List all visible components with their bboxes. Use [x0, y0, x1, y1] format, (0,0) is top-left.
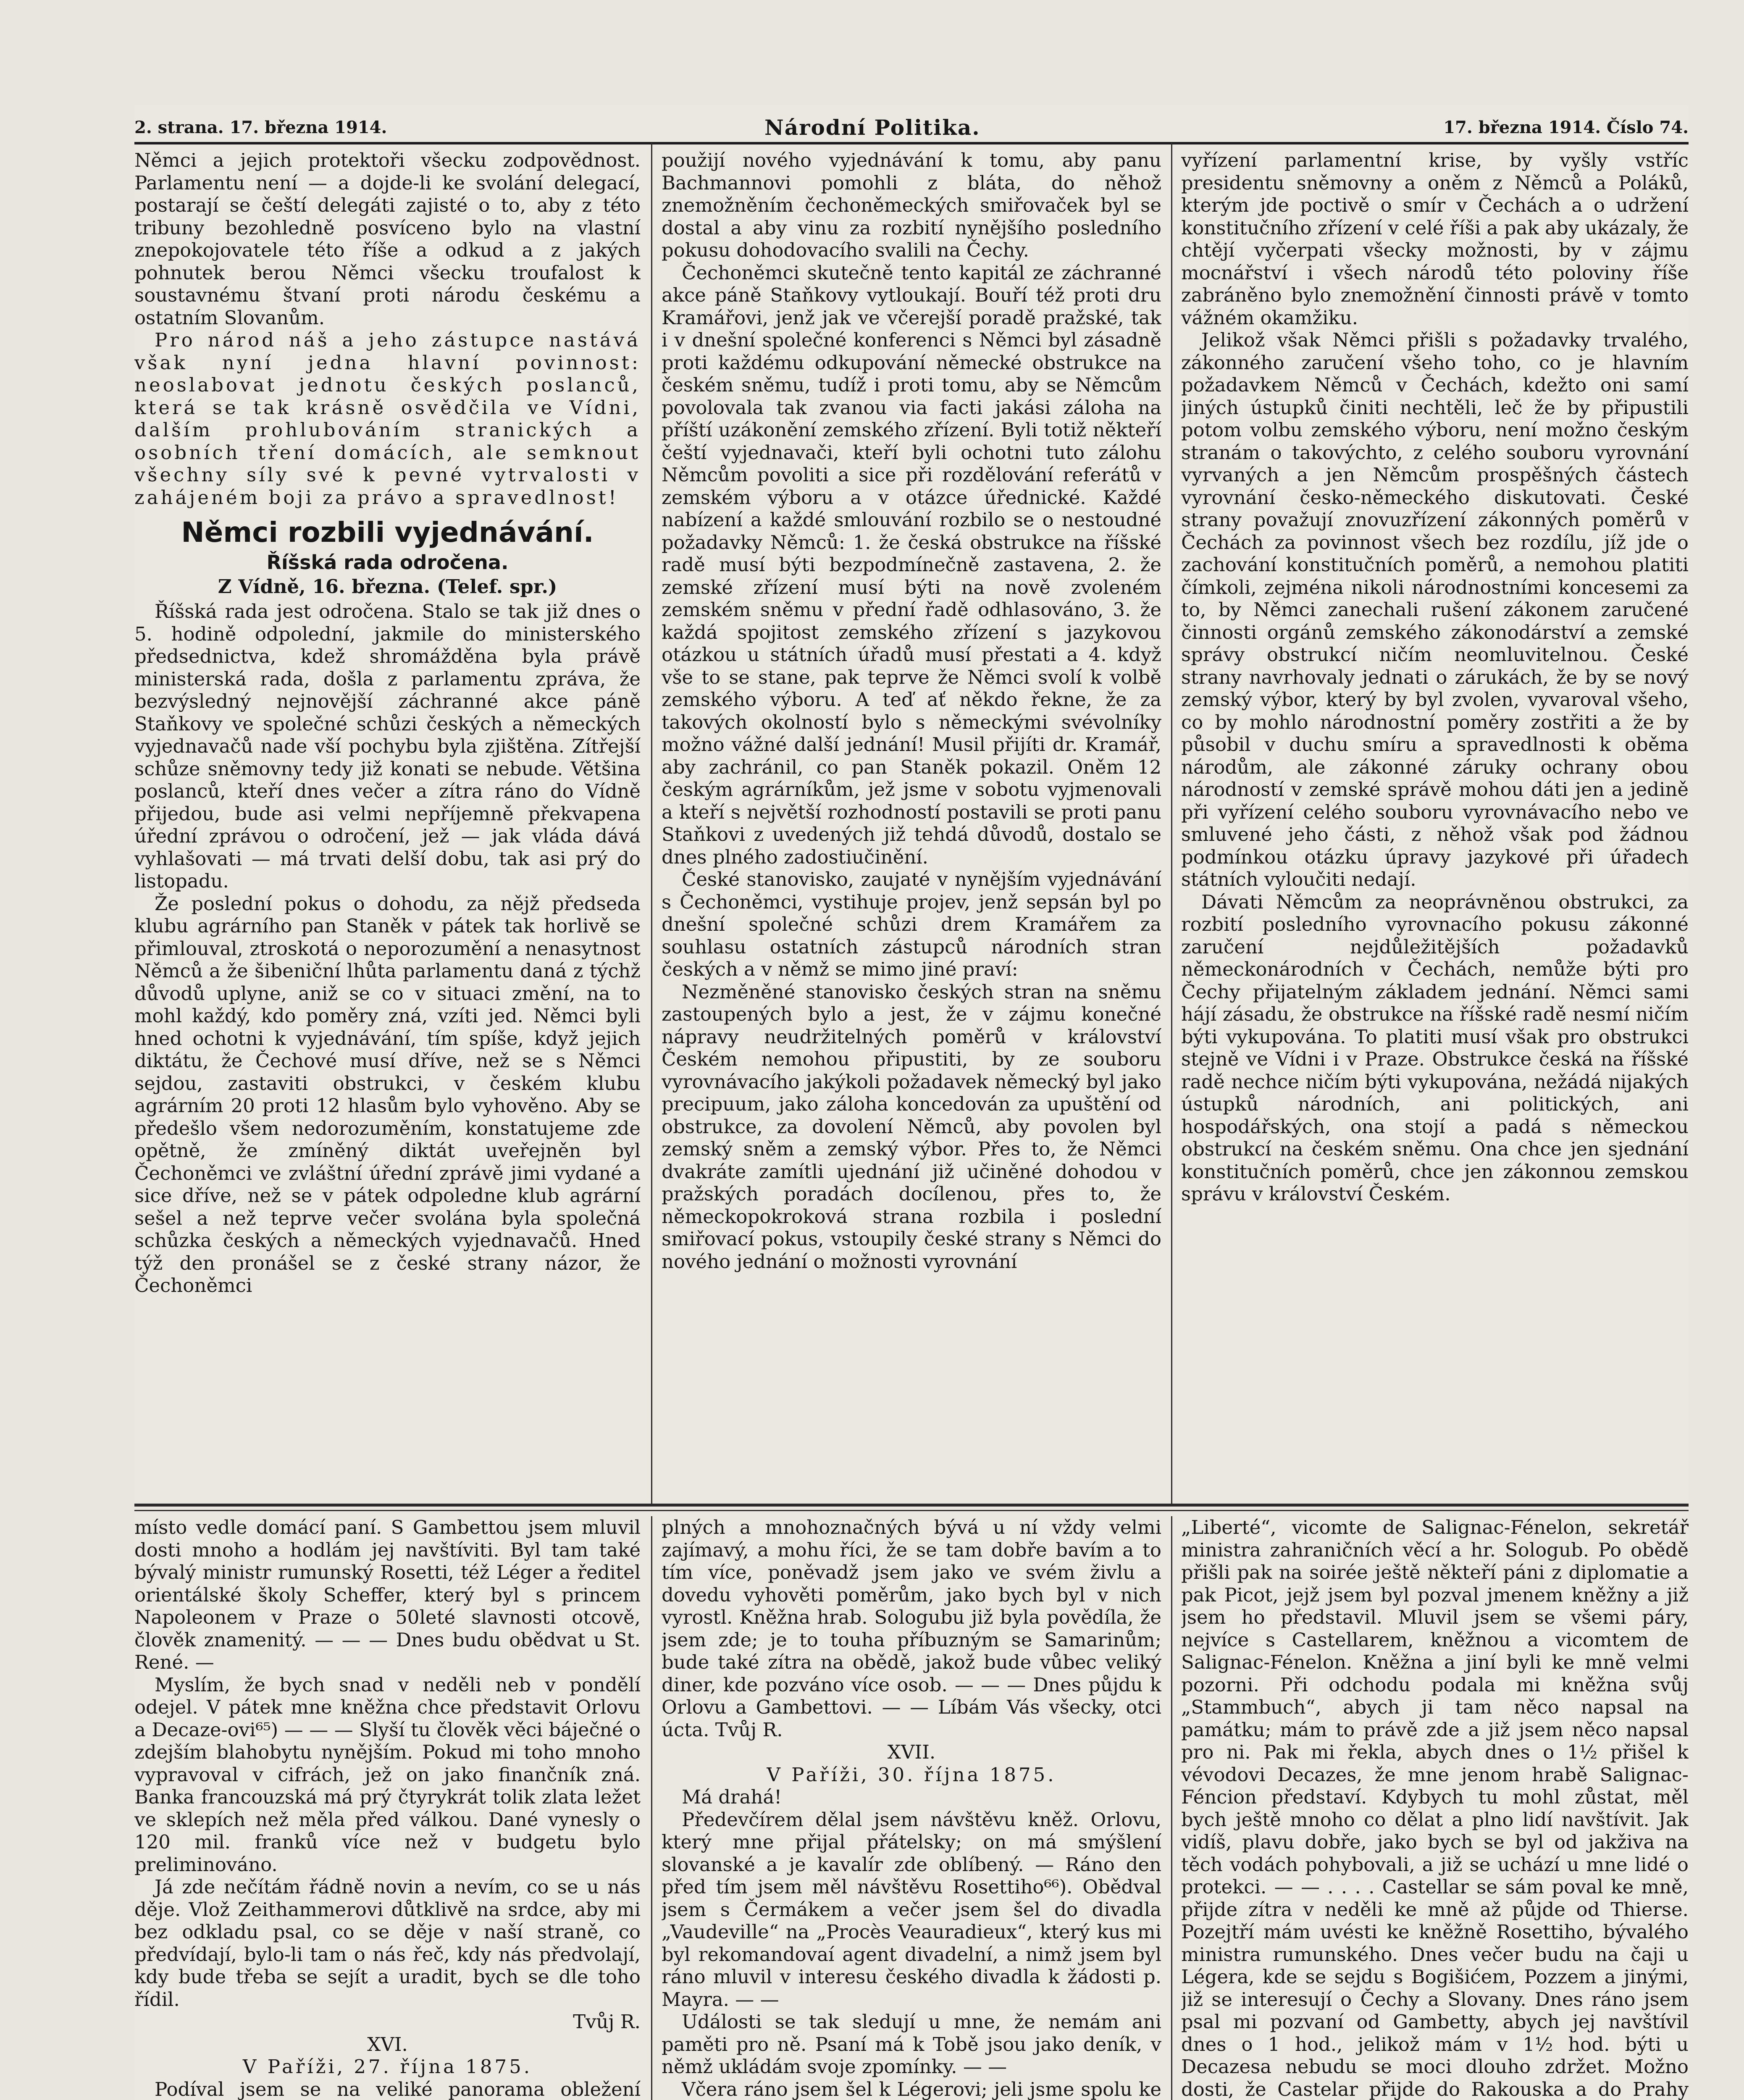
letter-number: XVII.: [887, 1741, 936, 1763]
header-rule: [134, 142, 1689, 144]
article-paragraph: použijí nového vyjednávání k tomu, aby panu Bachmannovi pomohli z bláta, do něhož znemožněním čechoněmeckých smiřovaček byl se dostal a aby vinu za rozbití nynějšího posledního pokusu dohodovacího svalili na Čechy.: [662, 149, 1161, 261]
headline: Němci rozbili vyjednávání.: [181, 516, 594, 549]
masthead: Národní Politika.: [764, 115, 980, 140]
article-paragraph: Že poslední pokus o dohodu, za nějž předseda klubu agrárního pan Staněk v pátek tak horlivě se přimlouval, ztroskotá o neporozumění a nenasytnost Němců a že šibeniční lhůta parlamentu daná z týchž důvodů uplyne, aniž se co v situaci změní, na to mohl každý, kdo poměry zná, vzíti jed. Němci byli hned ochotni k vyjednávání, tím spíše, když jejich diktátu, že Čechové musí dříve, než se s Němci sejdou, zastaviti obstrukci, v českém klubu agrárním 20 proti 12 hlasům bylo vyhověno. Aby se předešlo všem nedorozuměním, konstatujeme zde opětně, že zmíněný diktát uveřejněn byl Čechoněmci ve zvláštní úřední zprávě jimi vydané a sice dříve, než se v pátek odpoledne klub agrární sešel a než teprve večer svolána byla společná schůzka českých a německých vyjednavačů. Hned týž den pronášel se z české strany názor, že Čechoněmci: [134, 892, 641, 1297]
header-left: 2. strana. 17. března 1914.: [134, 118, 387, 137]
dateline: Z Vídně, 16. března. (Telef. spr.): [218, 575, 557, 598]
feuilleton-paragraph: plných a mnohoznačných bývá u ní vždy velmi zajímavý, a mohu říci, že se tam dobře bavím a to tím více, poněvadž jsem jako ve svém živlu a dovedu vyhověti poměrům, jako bych byl v nich vyrostl. Kněžna hrab. Sologubu již byla povědíla, že jsem zde; je to touha příbuzným se Samarinům; bude také zítra na obědě, jakož bude vůbec veliký diner, kde pozváno více osob. — — — Dnes půjdu k Orlovu a Gambettovi. — — Líbám Vás všecky, otci úcta. Tvůj R.: [662, 1516, 1161, 1741]
article-paragraph-emphasis: Pro národ náš a jeho zástupce nastává však nyní jedna hlavní povinnost: neoslabovat jednotu českých poslanců, která se tak krásně osvědčila ve Vídni, dalším prohlubováním stranických a osobních tření domácích, ale semknout všechny síly své k pevné vytrvalosti v zahájeném boji za právo a spravedlnost!: [134, 329, 641, 509]
column-divider: [651, 143, 652, 1504]
feuilleton-paragraph: Podíval jsem se na veliké panorama obležení: [155, 2078, 641, 2100]
article-column-3: [1181, 149, 1689, 1499]
feuilleton-paragraph: Včera ráno jsem šel k Légerovi; jeli jsme spolu ke: [682, 2078, 1161, 2100]
subheadline: Říšská rada odročena.: [266, 551, 509, 574]
article-paragraph: Jelikož však Němci přišli s požadavky trvalého, zákonného zaručení všeho toho, co je hlavním požadavkem Němců v Čechách, kdežto oni samí jiných ústupků činiti nechtěli, leč že by připustili potom volbu zemského výboru, není možno českým stranám o takovýchto, z celého souboru vyrovnání vyrvaných a jen Němcům prospěšných částech vyrovnání česko-německého diskutovati. České strany považují znovuzřízení zákonných poměrů v Čechách za povinnost všech bez rozdílu, jíž jde o zachování konstitučních poměrů, a nemohou platiti čímkoli, zejména nikoli národnostními koncesemi za to, by Němci zanechali rušení zákonem zaručené činnosti orgánů zemského zákonodárství a zemské správy obstrukcí ničím neomluvitelnou. České strany navrhovaly jednati o zárukách, že by se nový zemský výbor, který by byl zvolen, vyvaroval všeho, co by mohlo národnostní poměry zostřiti a že by působil v duchu smíru a spravedlnosti k oběma národům, ale zákonné záruky ochrany obou národností v zemské správě mohou dáti jen a jedině při vyřízení celého souboru vyrovnávacího nebo ve smluvené jeho části, z něhož však pod žádnou podmínkou otázku úpravy jazykové při úřadech státních vyloučiti nedají.: [1181, 329, 1689, 890]
letter-date: V Paříži, 27. října 1875.: [242, 2055, 533, 2078]
article-paragraph: České stanovisko, zaujaté v nynějším vyjednávání s Čechoněmci, vystihuje projev, jenž sepsán byl po dnešní společné schůzi drem Kramářem za souhlasu ostatních zástupců národních stran českých a v němž se mimo jiné praví:: [662, 868, 1161, 980]
feuilleton-paragraph: Myslím, že bych snad v neděli neb v pondělí odejel. V pátek mne kněžna chce představit Orlovu a Decaze-ovi⁶⁵) — — — Slyší tu člověk věci báječné o zdejším blahobytu nynějším. Pokud mi toho mnoho vypravoval v cifrách, jež on jako finančník zná. Banka francouzská má prý čtyrykrát tolik zlata ležet ve sklepích než měla před válkou. Dané vynesly o 120 mil. franků více než v budgetu bylo preliminováno.: [134, 1673, 641, 1876]
letter-salutation: Má drahá!: [682, 1786, 782, 1808]
column-divider: [1171, 143, 1172, 1504]
feuilleton-paragraph: „Liberté“, vicomte de Salignac-Fénelon, sekretář ministra zahraničních věcí a hr. Sologub. Po obědě přišli pak na soirée ještě někteří páni z diplomatie a pak Picot, jejž jsem byl pozval jmenem kněžny a již jsem ho představil. Mluvil jsem se všemi páry, nejvíce s Castellarem, kněžnou a vicomtem de Salignac-Fénelon. Kněžna a jiní byli ke mně velmi pozorni. Při odchodu podala mi kněžna svůj „Stammbuch“, abych ji tam něco napsal na památku; mám to právě zde a již jsem něco napsal pro ni. Pak mi řekla, abych dnes o 1½ přišel k vévodovi Decazes, že mne jenom hrabě Salignac-Féncion představí. Kdybych tu mohl zůstat, měl bych ještě mnoho co dělat a plno lidí navštívit. Jak vidíš, plavu dobře, jako bych se byl od jakživa na těch vodách pohybovali, a již se uchází u mne lidé o protekci. — — . . . . Castellar se sám poval ke mně, přijde zítra v neděli ke mně až půjde od Thierse. Pozejtří mám uvésti ke kněžně Rosettiho, bývalého ministra rumunského. Dnes večer budu na čaji u Légera, kde se sejdu s Bogišićem, Pozzem a jinými, již se interesují o Čechy a Slovany. Dnes ráno jsem psal mi pozvaní od Gambetty, abych jej navštívil dnes o 1 hod., jelikož mám v 1½ hod. býti u Decazesa nebudu se moci dlouho zdržet. Možno dosti, že Castelar přijde do Rakouska a do Prahy: [1181, 1516, 1689, 2100]
feuilleton-paragraph: Já zde nečítám řádně novin a nevím, co se u nás děje. Vlož Zeithammerovi důtklivě na srdce, aby mi bez odkladu psal, co se děje v naší straně, co předvídají, bylo-li tam o nás řeč, kdy nás předvolají, kdy bude třeba se sejít a uradit, bych se dle toho řídil.: [134, 1876, 641, 2011]
feuilleton-rule: [134, 1504, 1689, 1507]
page-header: [134, 105, 1689, 143]
feuilleton-column-3: [1181, 1516, 1689, 2100]
header-right: 17. března 1914. Číslo 74.: [1443, 118, 1689, 137]
letter-signature: Tvůj R.: [573, 2011, 641, 2033]
feuilleton-column-1: [134, 1516, 641, 2100]
letter-number: XVI.: [367, 2033, 408, 2055]
article-paragraph: Dávati Němcům za neoprávněnou obstrukci, za rozbití posledního vyrovnacího pokusu zákonné zaručení nejdůležitějších požadavků německonárodních v Čechách, nemůže býti pro Čechy přijatelným základem jednání. Němci sami hájí zásadu, že obstrukce na říšské radě nesmí ničím býti vykupována. To platiti musí však pro obstrukci stejně ve Vídni i v Praze. Obstrukce česká na říšské radě nechce ničím býti vykupována, nežádá nijakých ústupků národních, ani politických, ani hospodářských, ona stojí a padá s německou obstrukcí na českém sněmu. Ona chce jen sjednání konstitučních poměrů, chce jen zákonnou zemskou správu v království Českém.: [1181, 890, 1689, 1205]
article-column-1: [134, 149, 641, 1499]
article-paragraph: Říšská rada jest odročena. Stalo se tak již dnes o 5. hodině odpolední, jakmile do ministerského předsednictva, kdež shromážděna byla právě ministerská rada, došla z parlamentu zpráva, že bezvýsledný nejnovější záchranné akce páně Staňkovy ve společné schůzi českých a německých vyjednavačů nade vší pochybu byla zjištěna. Zítřejší schůze sněmovny tedy již konati se nebude. Většina poslanců, kteří dnes večer a zítra ráno do Vídně přijedou, bude asi velmi nepříjemně překvapena úřední zprávou o odročení, jež — jak vláda dává vyhlašovati — má trvati delší dobu, tak asi prý do listopadu.: [134, 600, 641, 892]
letter-date: V Paříži, 30. října 1875.: [767, 1763, 1056, 1786]
article-paragraph: Němci a jejich protektoři všecku zodpovědnost. Parlamentu není — a dojde-li ke svolání delegací, postarají se čeští delegáti zajisté o to, aby z této tribuny bezohledně posvíceno bylo na vlastní znepokojovatele této říše a odkud a z jakých pohnutek berou Němci všecku troufalost k soustavnému štvaní proti národu českému a ostatním Slovanům.: [134, 149, 641, 329]
feuilleton-paragraph: Události se tak sledují u mne, že nemám ani paměti pro ně. Psaní má k Tobě jsou jako deník, v němž ukládám svoje zpomínky. — —: [662, 2011, 1161, 2078]
column-divider: [651, 1516, 652, 2100]
article-paragraph: vyřízení parlamentní krise, by vyšly vstříc presidentu sněmovny a oněm z Němců a Poláků, kterým jde poctivě o smír v Čechách a o udržení konstitučního zřízení v celé říši a pak aby ukázaly, že chtějí vyčerpati všecky možnosti, by v zájmu mocnářství i všech národů této poloviny říše zabráněno bylo znemožnění činnosti právě v tomto vážném okamžiku.: [1181, 149, 1689, 329]
column-divider: [1171, 1516, 1172, 2100]
newspaper-page: [134, 105, 1689, 2100]
article-paragraph: Nezměněné stanovisko českých stran na sněmu zastoupených bylo a jest, že v zájmu konečné nápravy neudržitelných poměrů v království Českém nemohou připustiti, by ze souboru vyrovnávacího jakýkoli požadavek německý byl jako precipuum, jako záloha koncedován za upuštění od obstrukce, za dovolení Němců, aby povolen byl zemský sněm a zemský výbor. Přes to, že Němci dvakráte zamítli ujednání již učiněné dohodou v pražských poradách docílenou, přes to, že německopokroková strana rozbila i poslední smiřovací pokus, vstoupily české strany s Němci do nového jednání o možnosti vyrovnání: [662, 980, 1161, 1273]
feuilleton-rule-thin: [134, 1510, 1689, 1511]
feuilleton-paragraph: Předevčírem dělal jsem návštěvu kněž. Orlovu, který mne přijal přátelsky; on má smýšlení slovanské a je kavalír zde oblíbený. — Ráno den před tím jsem měl návštěvu Rosettiho⁶⁶). Obědval jsem s Čermákem a večer jsem šel do divadla „Vaudeville“ na „Procès Veauradieux“, který kus mi byl rekomandovaí agent divadelní, a nimž jsem byl ráno mluvil v interesu českého divadla k žádosti p. Mayra. — —: [662, 1808, 1161, 2011]
feuilleton-column-2: [662, 1516, 1161, 2100]
feuilleton-paragraph: místo vedle domácí paní. S Gambettou jsem mluvil dosti mnoho a hodlám jej navštíviti. Byl tam také bývalý ministr rumunský Rosetti, též Léger a ředitel orientálské školy Scheffer, který byl s princem Napoleonem v Praze o 50leté slavnosti otcově, člověk znamenitý. — — — Dnes budu obědvat u St. René. —: [134, 1516, 641, 1673]
article-column-2: [662, 149, 1161, 1499]
article-paragraph: Čechoněmci skutečně tento kapitál ze záchranné akce páně Staňkovy vytloukají. Bouří též proti dru Kramářovi, jenž jak ve včerejší poradě pražské, tak i v dnešní společné konferenci s Němci byl zásadně proti každému odkupování německé obstrukce na českém sněmu, tudíž i proti tomu, aby se Němcům povolovala tak zvanou via facti jakási záloha na příští uzákonění zemského zřízení. Byli totiž někteří čeští vyjednavači, kteří byli ochotni tuto zálohu Němcům povoliti a sice při rozdělování referátů v zemském výboru a v otázce úřednické. Každé nabízení a každé smlouvání rozbilo se o nestoudné požadavky Němců: 1. že česká obstrukce na říšské radě musí býti bezpodmínečně zastavena, 2. že zemské zřízení musí býti na nově zvoleném zemském sněmu v přední řadě odhlasováno, 3. že každá spojitost zemského zřízení s jazykovou otázkou u státních úřadů musí přestati a 4. když vše to se stane, pak teprve že Němci svolí k volbě zemského výboru. A teď ať někdo řekne, že za takových okolností bylo s německými svévolníky možno vážné další jednání! Musil přijíti dr. Kramář, aby zachránil, co pan Staněk pokazil. Oněm 12 českým agrárníkům, jež jsme v sobotu vyjmenovali a kteří s největší rozhodností postavili se proti panu Staňkovi z uvedených již tehdá důvodů, dostalo se dnes plného zadostiučinění.: [662, 261, 1161, 868]
